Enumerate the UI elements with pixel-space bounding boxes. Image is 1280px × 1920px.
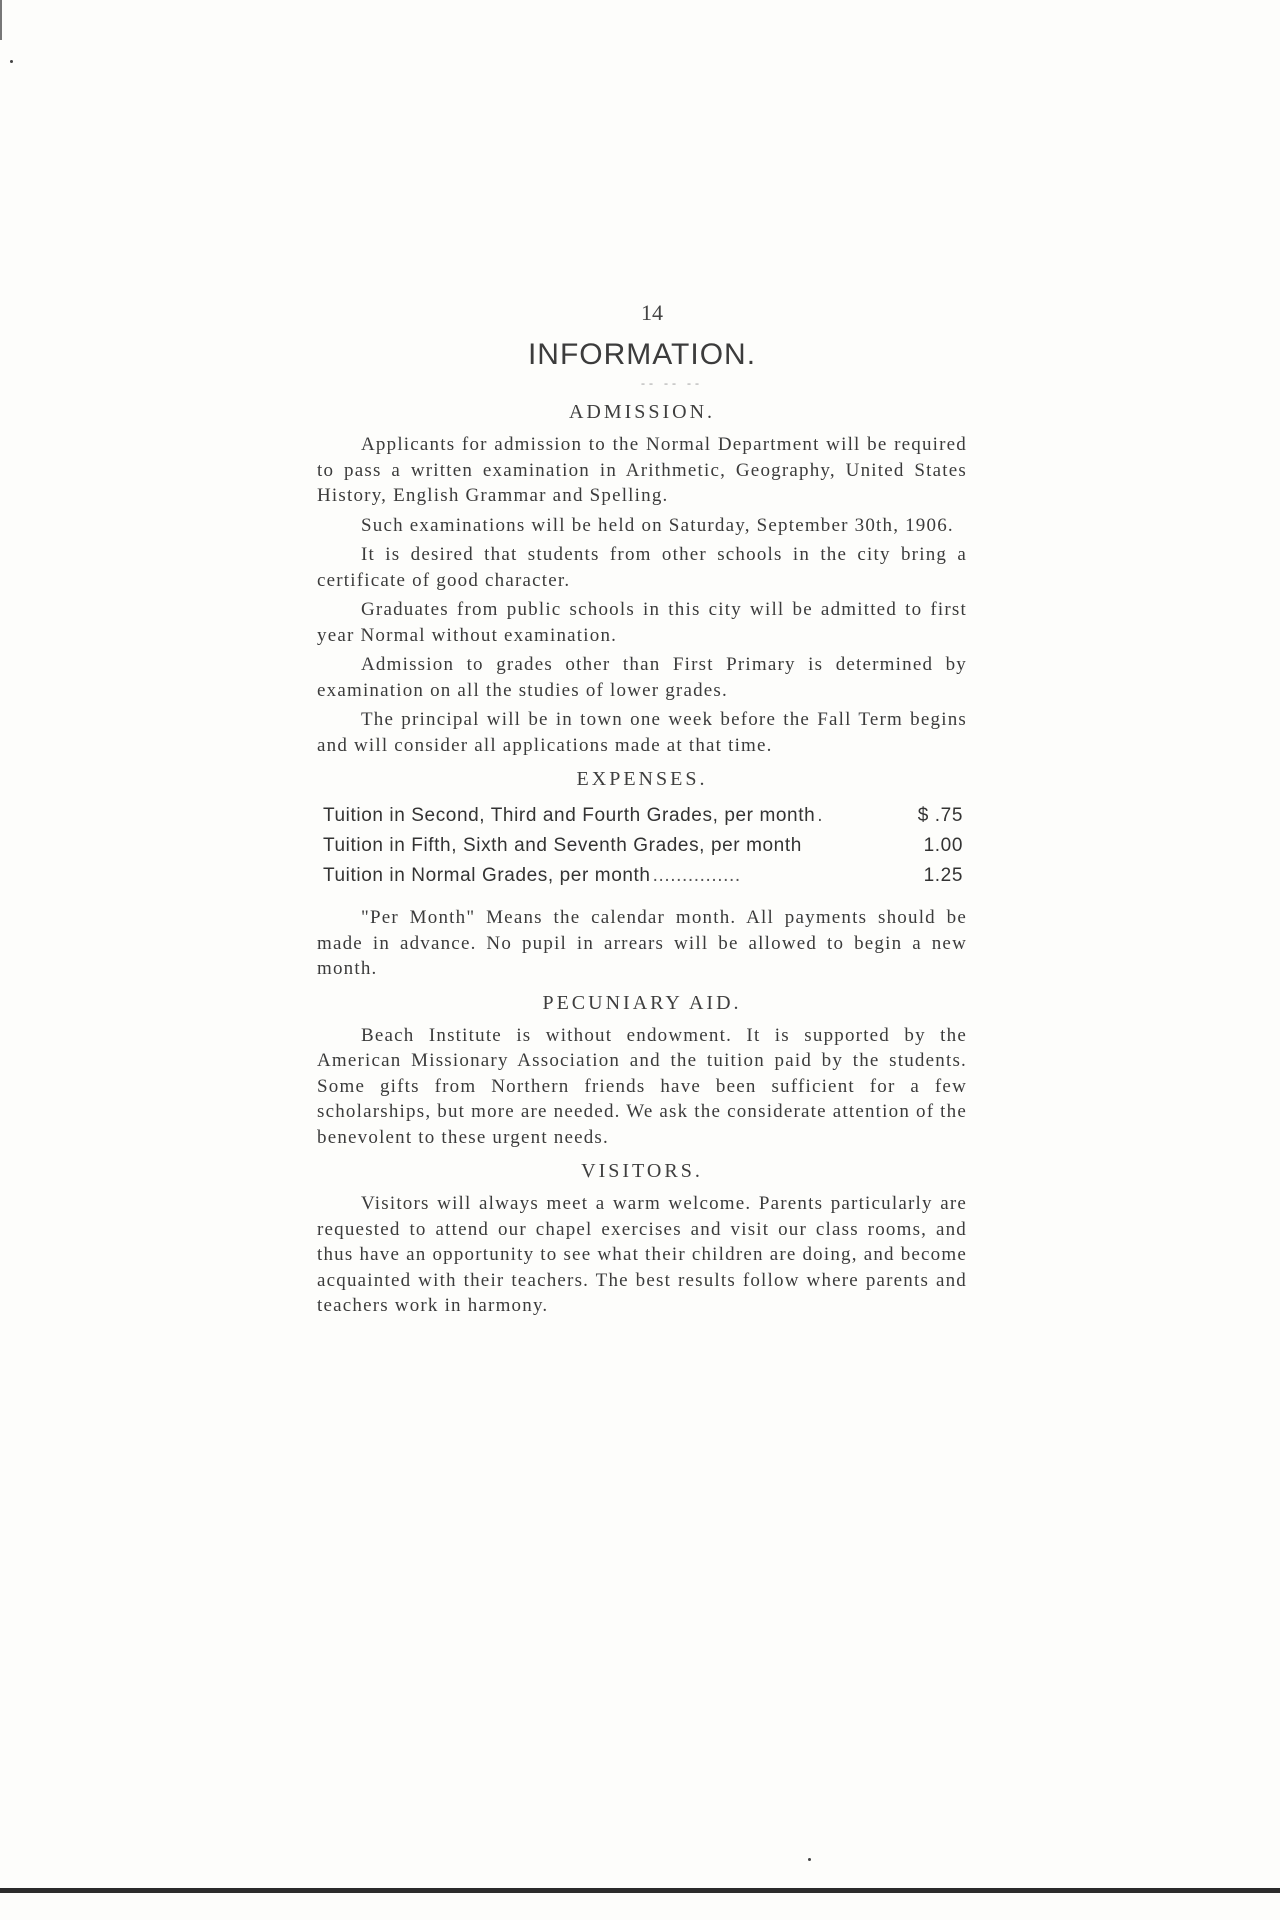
fee-row	[323, 861, 963, 891]
admission-paragraph: Such examinations will be held on Saturday, September 30th, 1906.	[361, 514, 954, 536]
fee-row	[323, 801, 963, 831]
admission-paragraph: It is desired that students from other schools in the city bring a certificate of good character.	[317, 544, 967, 591]
fee-amount: $ .75	[917, 805, 963, 826]
visitors-paragraph: Visitors will always meet a warm welcome. Parents particularly are requested to attend our chapel exercises and visit our class rooms, and thus have an opportunity to see what their children are doing, and become acquainted with their teachers. The best results follow where parents and teachers work in harmony.	[317, 1193, 967, 1316]
fee-label: Tuition in Fifth, Sixth and Seventh Grades, per month	[323, 835, 802, 856]
title-ornament-rule: -- -- --	[641, 376, 703, 390]
pecuniary-aid-heading: PECUNIARY AID.	[542, 991, 742, 1014]
tuition-fee-table	[323, 801, 963, 891]
admission-paragraph: The principal will be in town one week before the Fall Term begins and will consider all applications made at that time.	[317, 709, 967, 756]
scan-bottom-border	[0, 1888, 1280, 1893]
page-number: 14	[641, 300, 663, 325]
expenses-paragraph: "Per Month" Means the calendar month. All payments should be made in advance. No pupil in arrears will be allowed to begin a new month.	[317, 907, 967, 979]
fee-label: Tuition in Second, Third and Fourth Grades, per month	[323, 805, 816, 826]
fee-label: Tuition in Normal Grades, per month	[323, 865, 651, 886]
page-title: INFORMATION.	[527, 338, 757, 371]
fee-row	[323, 831, 963, 861]
fee-leader: ...............	[652, 865, 741, 886]
admission-paragraph: Applicants for admission to the Normal Department will be required to pass a written examination in Arithmetic, Geography, United States History, English Grammar and Spelling.	[317, 434, 967, 506]
scan-edge-mark	[0, 0, 2, 40]
admission-paragraph: Admission to grades other than First Primary is determined by examination on all the studies of lower grades.	[317, 654, 967, 701]
fee-amount: 1.25	[923, 865, 963, 886]
scan-speck	[808, 1858, 811, 1861]
scan-speck	[10, 60, 13, 63]
pecuniary-aid-paragraph: Beach Institute is without endowment. It is supported by the American Missionary Association and the tuition paid by the students. Some gifts from Northern friends have been sufficient for a few scholarships, but more are needed. We ask the considerate attention of the benevolent to these urgent needs.	[317, 1024, 967, 1148]
fee-leader: .	[817, 805, 824, 826]
fee-amount: 1.00	[923, 835, 963, 856]
text-column	[317, 300, 967, 1323]
visitors-heading: VISITORS.	[581, 1160, 703, 1182]
admission-paragraph: Graduates from public schools in this city will be admitted to first year Normal without examination.	[317, 599, 967, 646]
expenses-heading: EXPENSES.	[576, 768, 708, 790]
admission-heading: ADMISSION.	[568, 401, 716, 423]
